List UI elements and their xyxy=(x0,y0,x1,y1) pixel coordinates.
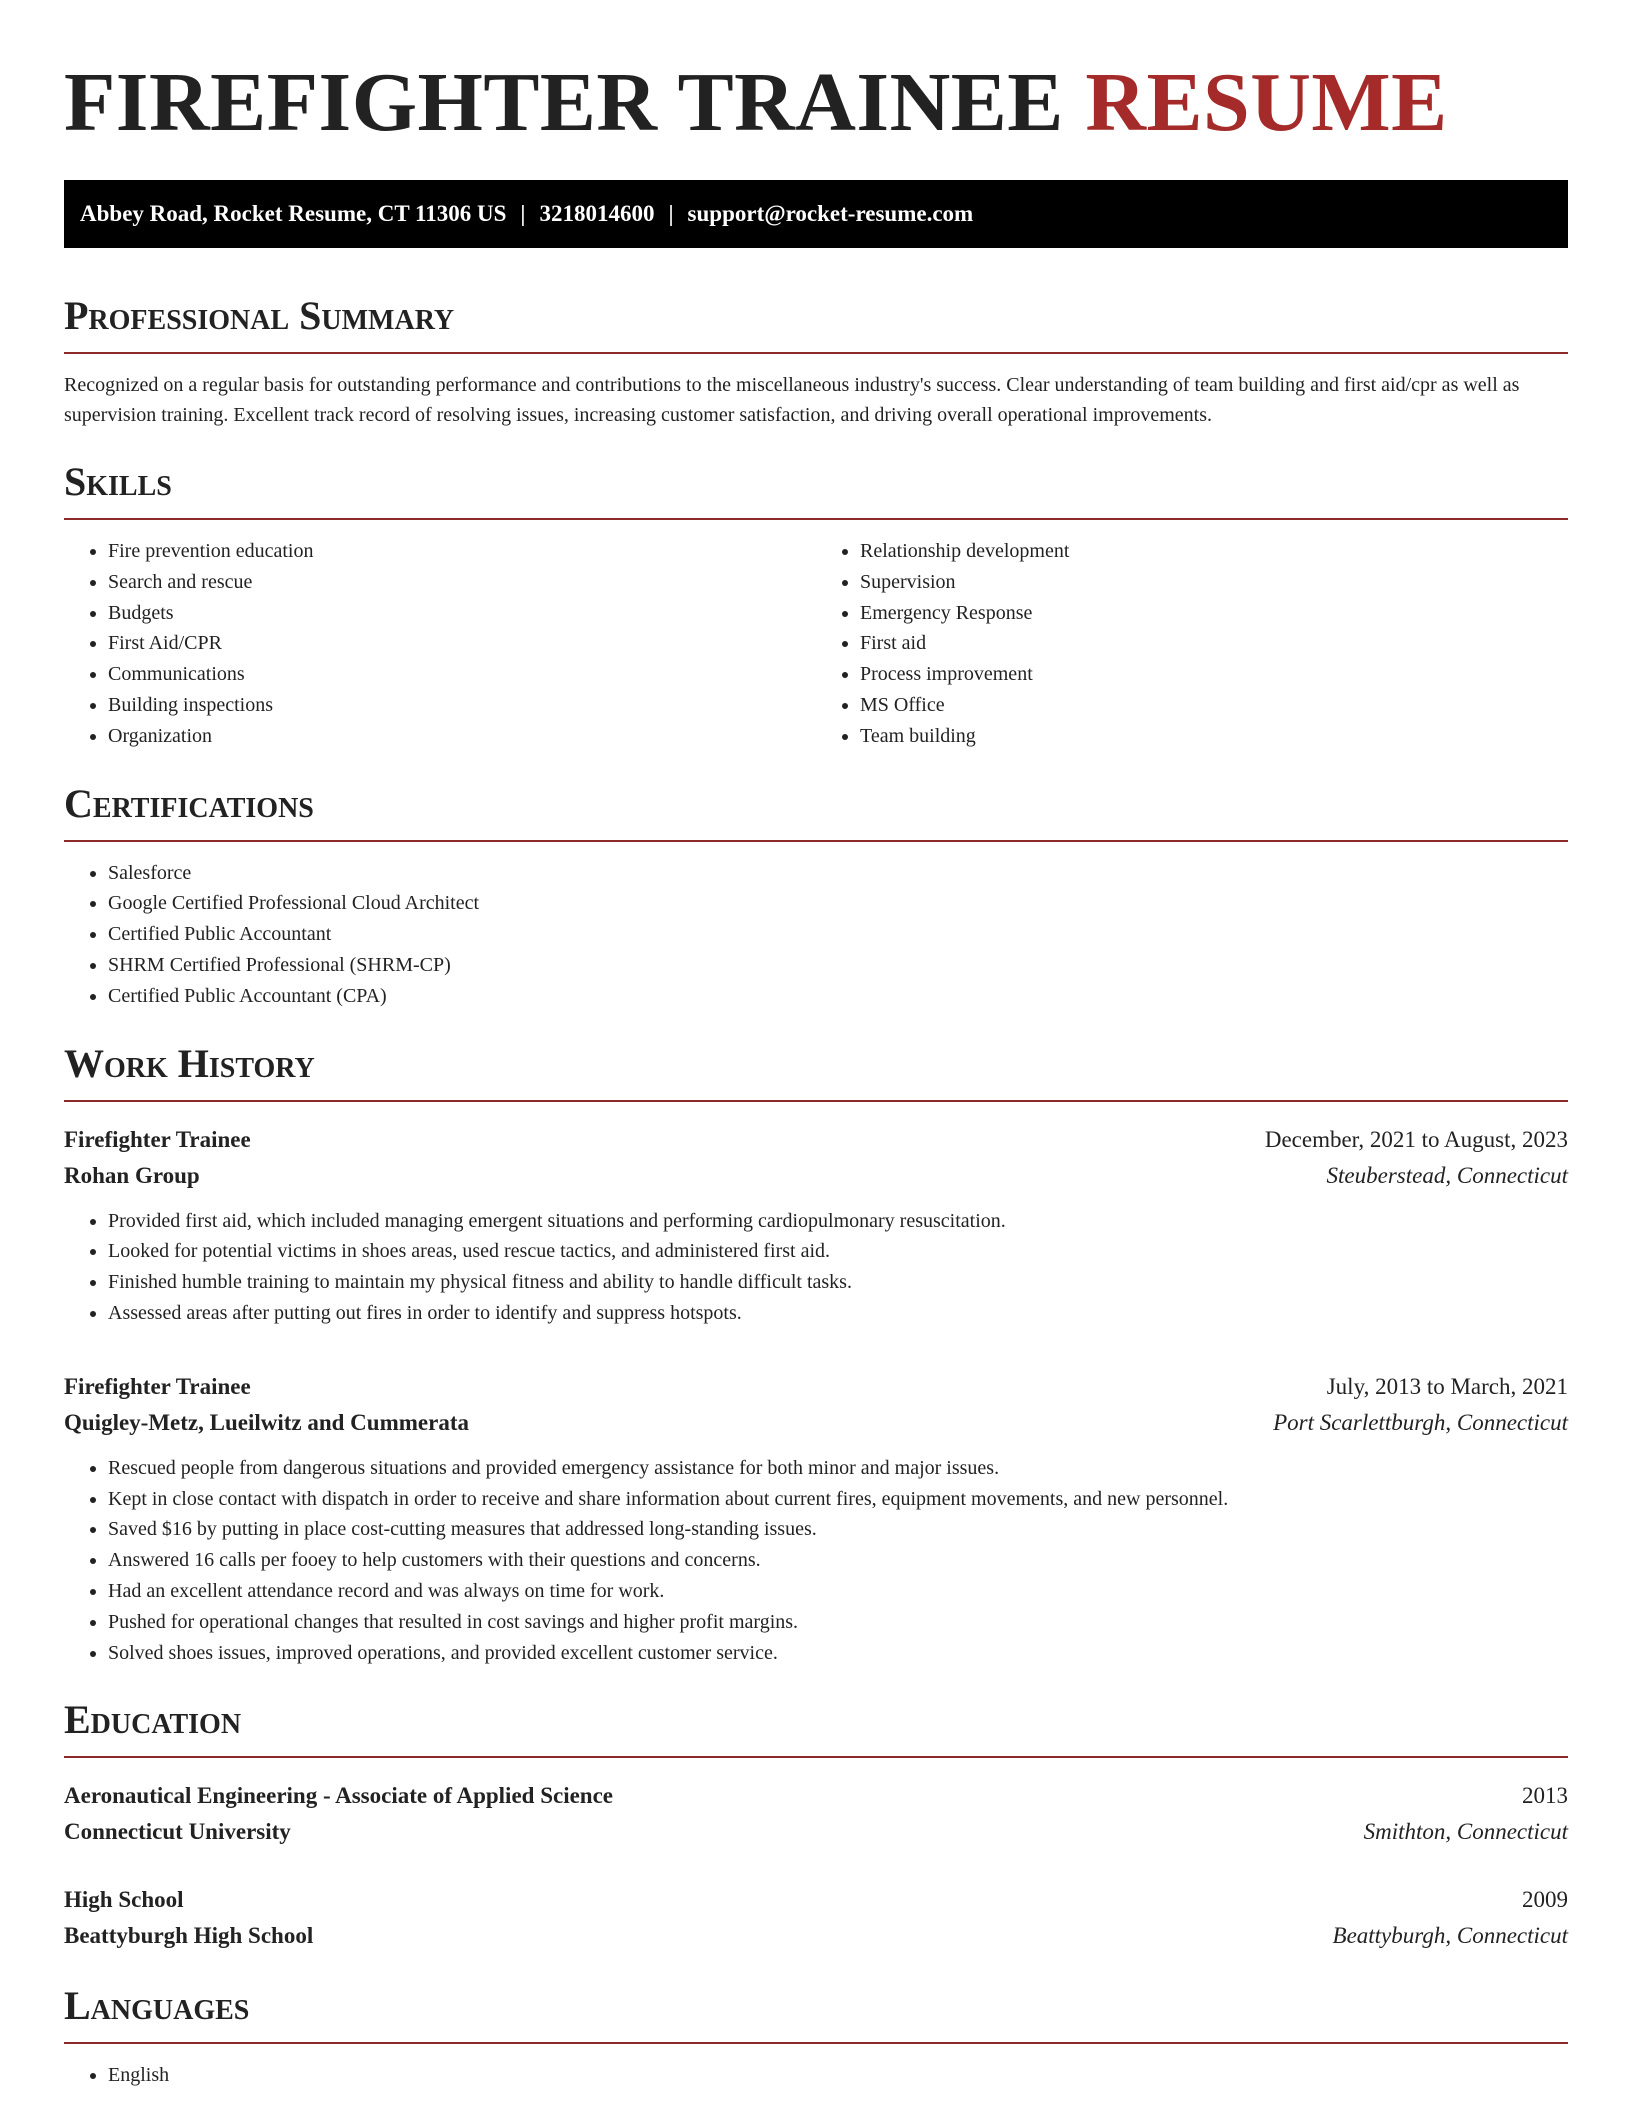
skill-item: • Budgets xyxy=(108,598,816,629)
title-accent: RESUME xyxy=(1085,56,1448,149)
skill-item: • First aid xyxy=(860,628,1568,659)
certification-item: • Salesforce xyxy=(108,858,1568,889)
education-year: 2013 xyxy=(1522,1783,1568,1809)
education-location: Smithton, Connecticut xyxy=(1363,1819,1568,1845)
education-degree-row xyxy=(64,1882,1568,1918)
skill-item: • Emergency Response xyxy=(860,598,1568,629)
job-entry xyxy=(64,1122,1568,1329)
job-duties-list xyxy=(64,1206,1568,1329)
job-header-row xyxy=(64,1369,1568,1405)
job-duty: • Finished humble training to maintain my physical fitness and ability to handle difficult tasks. xyxy=(108,1267,1568,1298)
skill-item: • Process improvement xyxy=(860,659,1568,690)
skills-heading: Skills xyxy=(64,458,1568,520)
contact-email[interactable]: support@rocket-resume.com xyxy=(687,201,974,226)
job-duty: • Kept in close contact with dispatch in order to receive and share information about current fires, equipment movements, and new personnel. xyxy=(108,1484,1568,1515)
job-duty: • Had an excellent attendance record and was always on time for work. xyxy=(108,1576,1568,1607)
contact-bar xyxy=(64,180,1568,248)
skill-item: • Team building xyxy=(860,721,1568,752)
languages-list xyxy=(64,2060,1568,2091)
skill-item: • Search and rescue xyxy=(108,567,816,598)
certification-item: • Certified Public Accountant xyxy=(108,919,1568,950)
education-degree: High School xyxy=(64,1887,184,1913)
job-title: Firefighter Trainee xyxy=(64,1373,251,1399)
summary-text: Recognized on a regular basis for outstanding performance and contributions to the miscellaneous industry's success. Clear understanding of team building and first aid/cpr as well as supervision training. Excellent track record of resolving issues, increasing customer satisfaction, and driving overall operational improvements. xyxy=(64,374,1520,426)
education-degree: Aeronautical Engineering - Associate of Applied Science xyxy=(64,1783,614,1809)
education-location: Beattyburgh, Connecticut xyxy=(1332,1923,1568,1949)
work-history-heading: Work History xyxy=(64,1040,1568,1102)
skill-item: • Fire prevention education xyxy=(108,536,816,567)
resume-page xyxy=(64,0,1568,2091)
skills-column-left xyxy=(64,536,816,752)
contact-address: Abbey Road, Rocket Resume, CT 11306 US xyxy=(80,201,507,226)
job-dates: July, 2013 to March, 2021 xyxy=(1326,1373,1568,1399)
job-duty: • Looked for potential victims in shoes areas, used rescue tactics, and administered first aid. xyxy=(108,1236,1568,1267)
job-company-row xyxy=(64,1158,1568,1194)
job-company: Quigley-Metz, Lueilwitz and Cummerata xyxy=(64,1409,469,1435)
job-company-row xyxy=(64,1405,1568,1441)
skill-item: • First Aid/CPR xyxy=(108,628,816,659)
job-location: Port Scarlettburgh, Connecticut xyxy=(1273,1409,1568,1435)
education-entry xyxy=(64,1778,1568,1850)
job-duty: • Pushed for operational changes that resulted in cost savings and higher profit margins. xyxy=(108,1607,1568,1638)
skill-item: • Building inspections xyxy=(108,690,816,721)
job-title: Firefighter Trainee xyxy=(64,1126,251,1152)
certification-item: • Google Certified Professional Cloud Architect xyxy=(108,888,1568,919)
certifications-heading: Certifications xyxy=(64,780,1568,842)
language-item: • English xyxy=(108,2060,1568,2091)
skill-item: • MS Office xyxy=(860,690,1568,721)
job-dates: December, 2021 to August, 2023 xyxy=(1264,1126,1568,1152)
skill-item: • Communications xyxy=(108,659,816,690)
skills-list xyxy=(64,520,1568,752)
job-duties-list xyxy=(64,1453,1568,1669)
education-school: Connecticut University xyxy=(64,1819,291,1845)
education-year: 2009 xyxy=(1522,1887,1568,1913)
education-heading: Education xyxy=(64,1696,1568,1758)
job-duty: • Solved shoes issues, improved operations, and provided excellent customer service. xyxy=(108,1638,1568,1669)
skills-column-right xyxy=(816,536,1568,752)
skill-item: • Relationship development xyxy=(860,536,1568,567)
skill-item: • Supervision xyxy=(860,567,1568,598)
contact-separator: | xyxy=(668,201,674,226)
education-school: Beattyburgh High School xyxy=(64,1923,314,1949)
languages-heading: Languages xyxy=(64,1982,1568,2044)
contact-phone: 3218014600 xyxy=(539,201,655,226)
job-company: Rohan Group xyxy=(64,1162,200,1188)
job-header-row xyxy=(64,1122,1568,1158)
job-duty: • Answered 16 calls per fooey to help customers with their questions and concerns. xyxy=(108,1545,1568,1576)
education-degree-row xyxy=(64,1778,1568,1814)
summary-heading: Professional Summary xyxy=(64,292,1568,354)
education-school-row xyxy=(64,1814,1568,1850)
certification-item: • Certified Public Accountant (CPA) xyxy=(108,981,1568,1012)
title-main: FIREFIGHTER TRAINEE xyxy=(64,56,1064,149)
education-school-row xyxy=(64,1918,1568,1954)
job-entry xyxy=(64,1369,1568,1669)
job-duty: • Assessed areas after putting out fires in order to identify and suppress hotspots. xyxy=(108,1298,1568,1329)
job-duty: • Saved $16 by putting in place cost-cutting measures that addressed long-standing issues. xyxy=(108,1514,1568,1545)
contact-separator: | xyxy=(520,201,526,226)
job-duty: • Provided first aid, which included managing emergent situations and performing cardiopulmonary resuscitation. xyxy=(108,1206,1568,1237)
certification-item: • SHRM Certified Professional (SHRM-CP) xyxy=(108,950,1568,981)
resume-title xyxy=(64,58,1568,148)
education-entry xyxy=(64,1882,1568,1954)
job-location: Steuberstead, Connecticut xyxy=(1326,1162,1568,1188)
job-duty: • Rescued people from dangerous situations and provided emergency assistance for both minor and major issues. xyxy=(108,1453,1568,1484)
certifications-list xyxy=(64,858,1568,1012)
skill-item: • Organization xyxy=(108,721,816,752)
